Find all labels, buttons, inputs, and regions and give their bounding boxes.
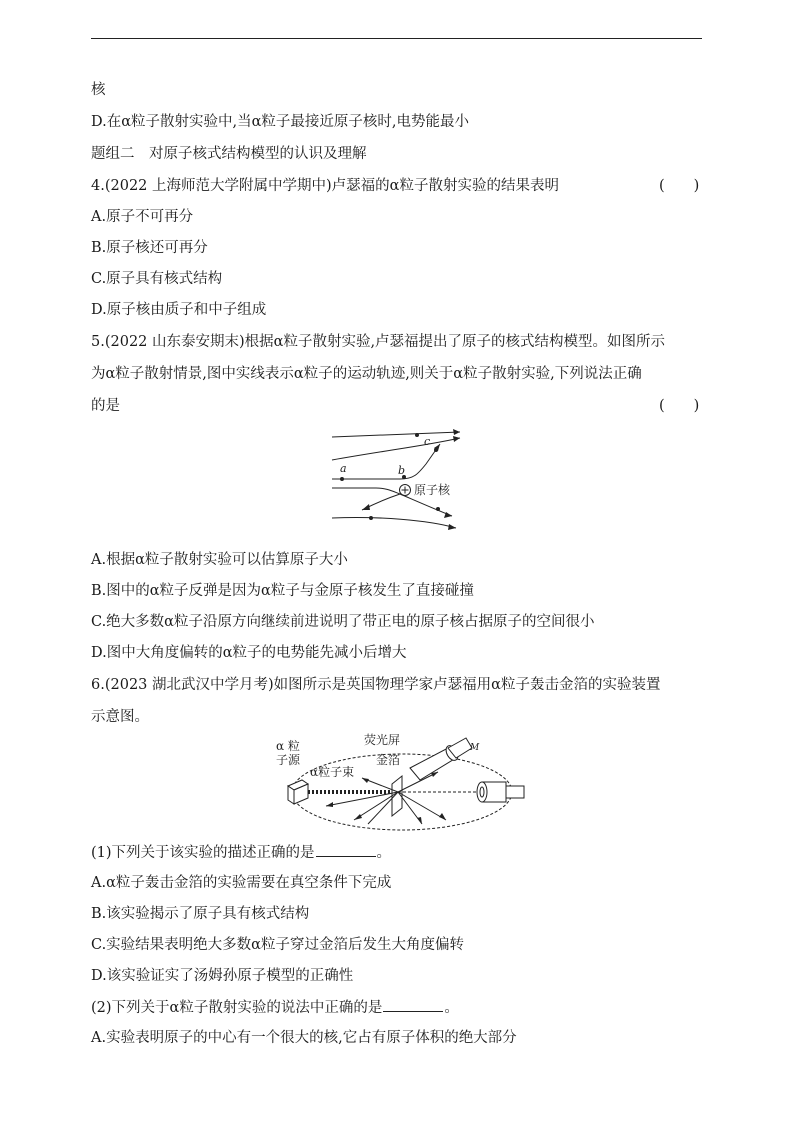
trajectory-bottom [332,517,456,528]
q5-option-c: C.绝大多数α粒子沿原方向继续前进说明了带正电的原子核占据原子的空间很小 [91,614,595,630]
q5-option-a: A.根据α粒子散射实验可以估算原子大小 [91,552,348,568]
option-d-prev: D.在α粒子散射实验中,当α粒子最接近原子核时,电势能最小 [91,114,470,130]
group-heading: 题组二 对原子核式结构模型的认识及理解 [91,146,367,162]
source-label-2: 子源 [276,753,301,767]
answer-blank[interactable] [383,997,443,1012]
q6-part1-option-b: B.该实验揭示了原子具有核式结构 [91,906,310,922]
source-label-1: α 粒 [276,739,300,753]
q5-option-b: B.图中的α粒子反弹是因为α粒子与金原子核发生了直接碰撞 [91,583,474,599]
q5-option-d: D.图中大角度偏转的α粒子的电势能先减小后增大 [91,645,407,661]
label-c: c [424,435,431,448]
apparatus-figure [272,728,528,832]
trajectory-b [332,444,440,479]
m-label: M [470,743,480,753]
scattering-figure [328,424,468,532]
q6-part1-stem: (1)下列关于该实验的描述正确的是 。 [91,842,391,863]
q6-stem-2: 示意图。 [91,709,149,725]
microscope-top-icon [410,738,472,780]
q4-option-a: A.原子不可再分 [91,209,194,225]
q6-part1-option-a: A.α粒子轰击金箔的实验需要在真空条件下完成 [91,875,392,891]
q6-part2-option-a: A.实验表明原子的中心有一个很大的核,它占有原子体积的绝大部分 [91,1030,517,1046]
q4-option-b: B.原子核还可再分 [91,240,208,256]
q4-stem: 4.(2022 上海师范大学附属中学期中)卢瑟福的α粒子散射实验的结果表明 [91,178,559,194]
trajectory-top [332,432,460,437]
q5-stem-3: 的是 [91,398,120,414]
answer-blank[interactable] [316,842,376,857]
text-line: 核 [91,82,106,98]
header-rule [91,38,702,39]
q6-part1-option-d: D.该实验证实了汤姆孙原子模型的正确性 [91,968,354,984]
nucleus-label: 原子核 [414,483,451,497]
q6-part2-stem: (2)下列关于α粒子散射实验的说法中正确的是 。 [91,997,459,1018]
q5-stem-2: 为α粒子散射情景,图中实线表示α粒子的运动轨迹,则关于α粒子散射实验,下列说法正确 [91,366,642,382]
label-b: b [398,464,406,477]
q5-stem-1: 5.(2022 山东泰安期末)根据α粒子散射实验,卢瑟福提出了原子的核式结构模型。如图所示 [91,334,666,350]
q5-answer-paren: ( ) [659,398,700,414]
q4-option-c: C.原子具有核式结构 [91,271,223,287]
screen-label: 荧光屏 [364,733,401,747]
source-box-icon [288,780,308,804]
q6-part1-option-c: C.实验结果表明绝大多数α粒子穿过金箔后发生大角度偏转 [91,937,464,953]
label-a: a [340,462,347,475]
q6-stem-1: 6.(2023 湖北武汉中学月考)如图所示是英国物理学家卢瑟福用α粒子轰击金箔的实验装置 [91,677,661,693]
beam-label: α粒子束 [310,765,355,779]
q4-option-d: D.原子核由质子和中子组成 [91,302,267,318]
foil-label: 金箔 [376,753,401,767]
microscope-right-icon [477,782,524,802]
trajectory-c [332,438,460,460]
q4-answer-paren: ( ) [659,178,700,194]
